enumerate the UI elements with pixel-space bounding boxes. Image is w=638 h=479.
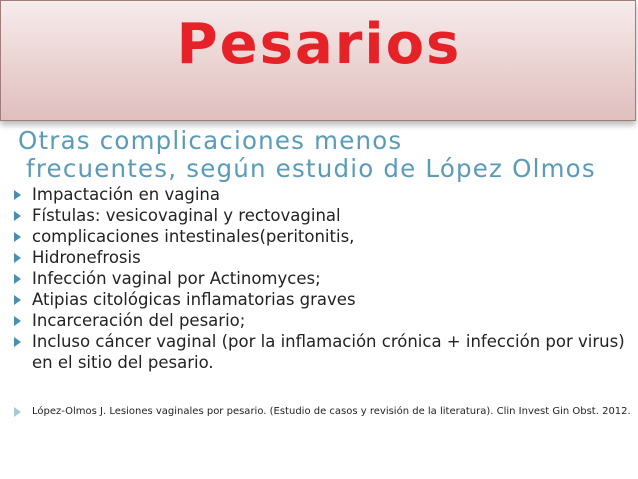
list-item xyxy=(12,289,632,310)
slide-title: Pesarios xyxy=(176,12,462,77)
subtitle-line-1: Otras complicaciones menos xyxy=(18,126,403,155)
list-item-text: Hidronefrosis xyxy=(32,248,141,267)
list-item-text: Impactación en vagina xyxy=(32,185,220,204)
reference-text: López-Olmos J. Lesiones vaginales por pesario. (Estudio de casos y revisión de la literatura). Clin Invest Gin Obst. 2012. xyxy=(32,406,631,417)
triangle-right-icon xyxy=(14,295,21,305)
triangle-right-icon xyxy=(14,274,21,284)
list-item-text: Fístulas: vesicovaginal y rectovaginal xyxy=(32,206,341,225)
list-item xyxy=(12,331,632,373)
triangle-right-icon xyxy=(14,211,21,221)
triangle-right-icon xyxy=(14,337,21,347)
list-item xyxy=(12,310,632,331)
slide-subtitle xyxy=(18,127,628,183)
triangle-right-icon xyxy=(14,407,21,417)
list-item xyxy=(12,205,632,226)
triangle-right-icon xyxy=(14,190,21,200)
list-item-text: Incluso cáncer vaginal (por la inflamación crónica + infección por virus) en el sitio del pesario. xyxy=(32,332,625,372)
triangle-right-icon xyxy=(14,316,21,326)
list-item xyxy=(12,184,632,205)
list-item xyxy=(12,226,632,247)
list-item xyxy=(12,268,632,289)
complications-list xyxy=(12,184,632,373)
triangle-right-icon xyxy=(14,253,21,263)
reference-list xyxy=(12,405,632,418)
list-item xyxy=(12,247,632,268)
list-item-text: complicaciones intestinales(peritonitis, xyxy=(32,227,355,246)
list-item-text: Infección vaginal por Actinomyces; xyxy=(32,269,321,288)
triangle-right-icon xyxy=(14,232,21,242)
list-item-text: Incarceración del pesario; xyxy=(32,311,246,330)
subtitle-line-2: frecuentes, según estudio de López Olmos xyxy=(26,154,596,183)
list-item-text: Atipias citológicas inflamatorias graves xyxy=(32,290,356,309)
reference-item xyxy=(12,405,632,418)
